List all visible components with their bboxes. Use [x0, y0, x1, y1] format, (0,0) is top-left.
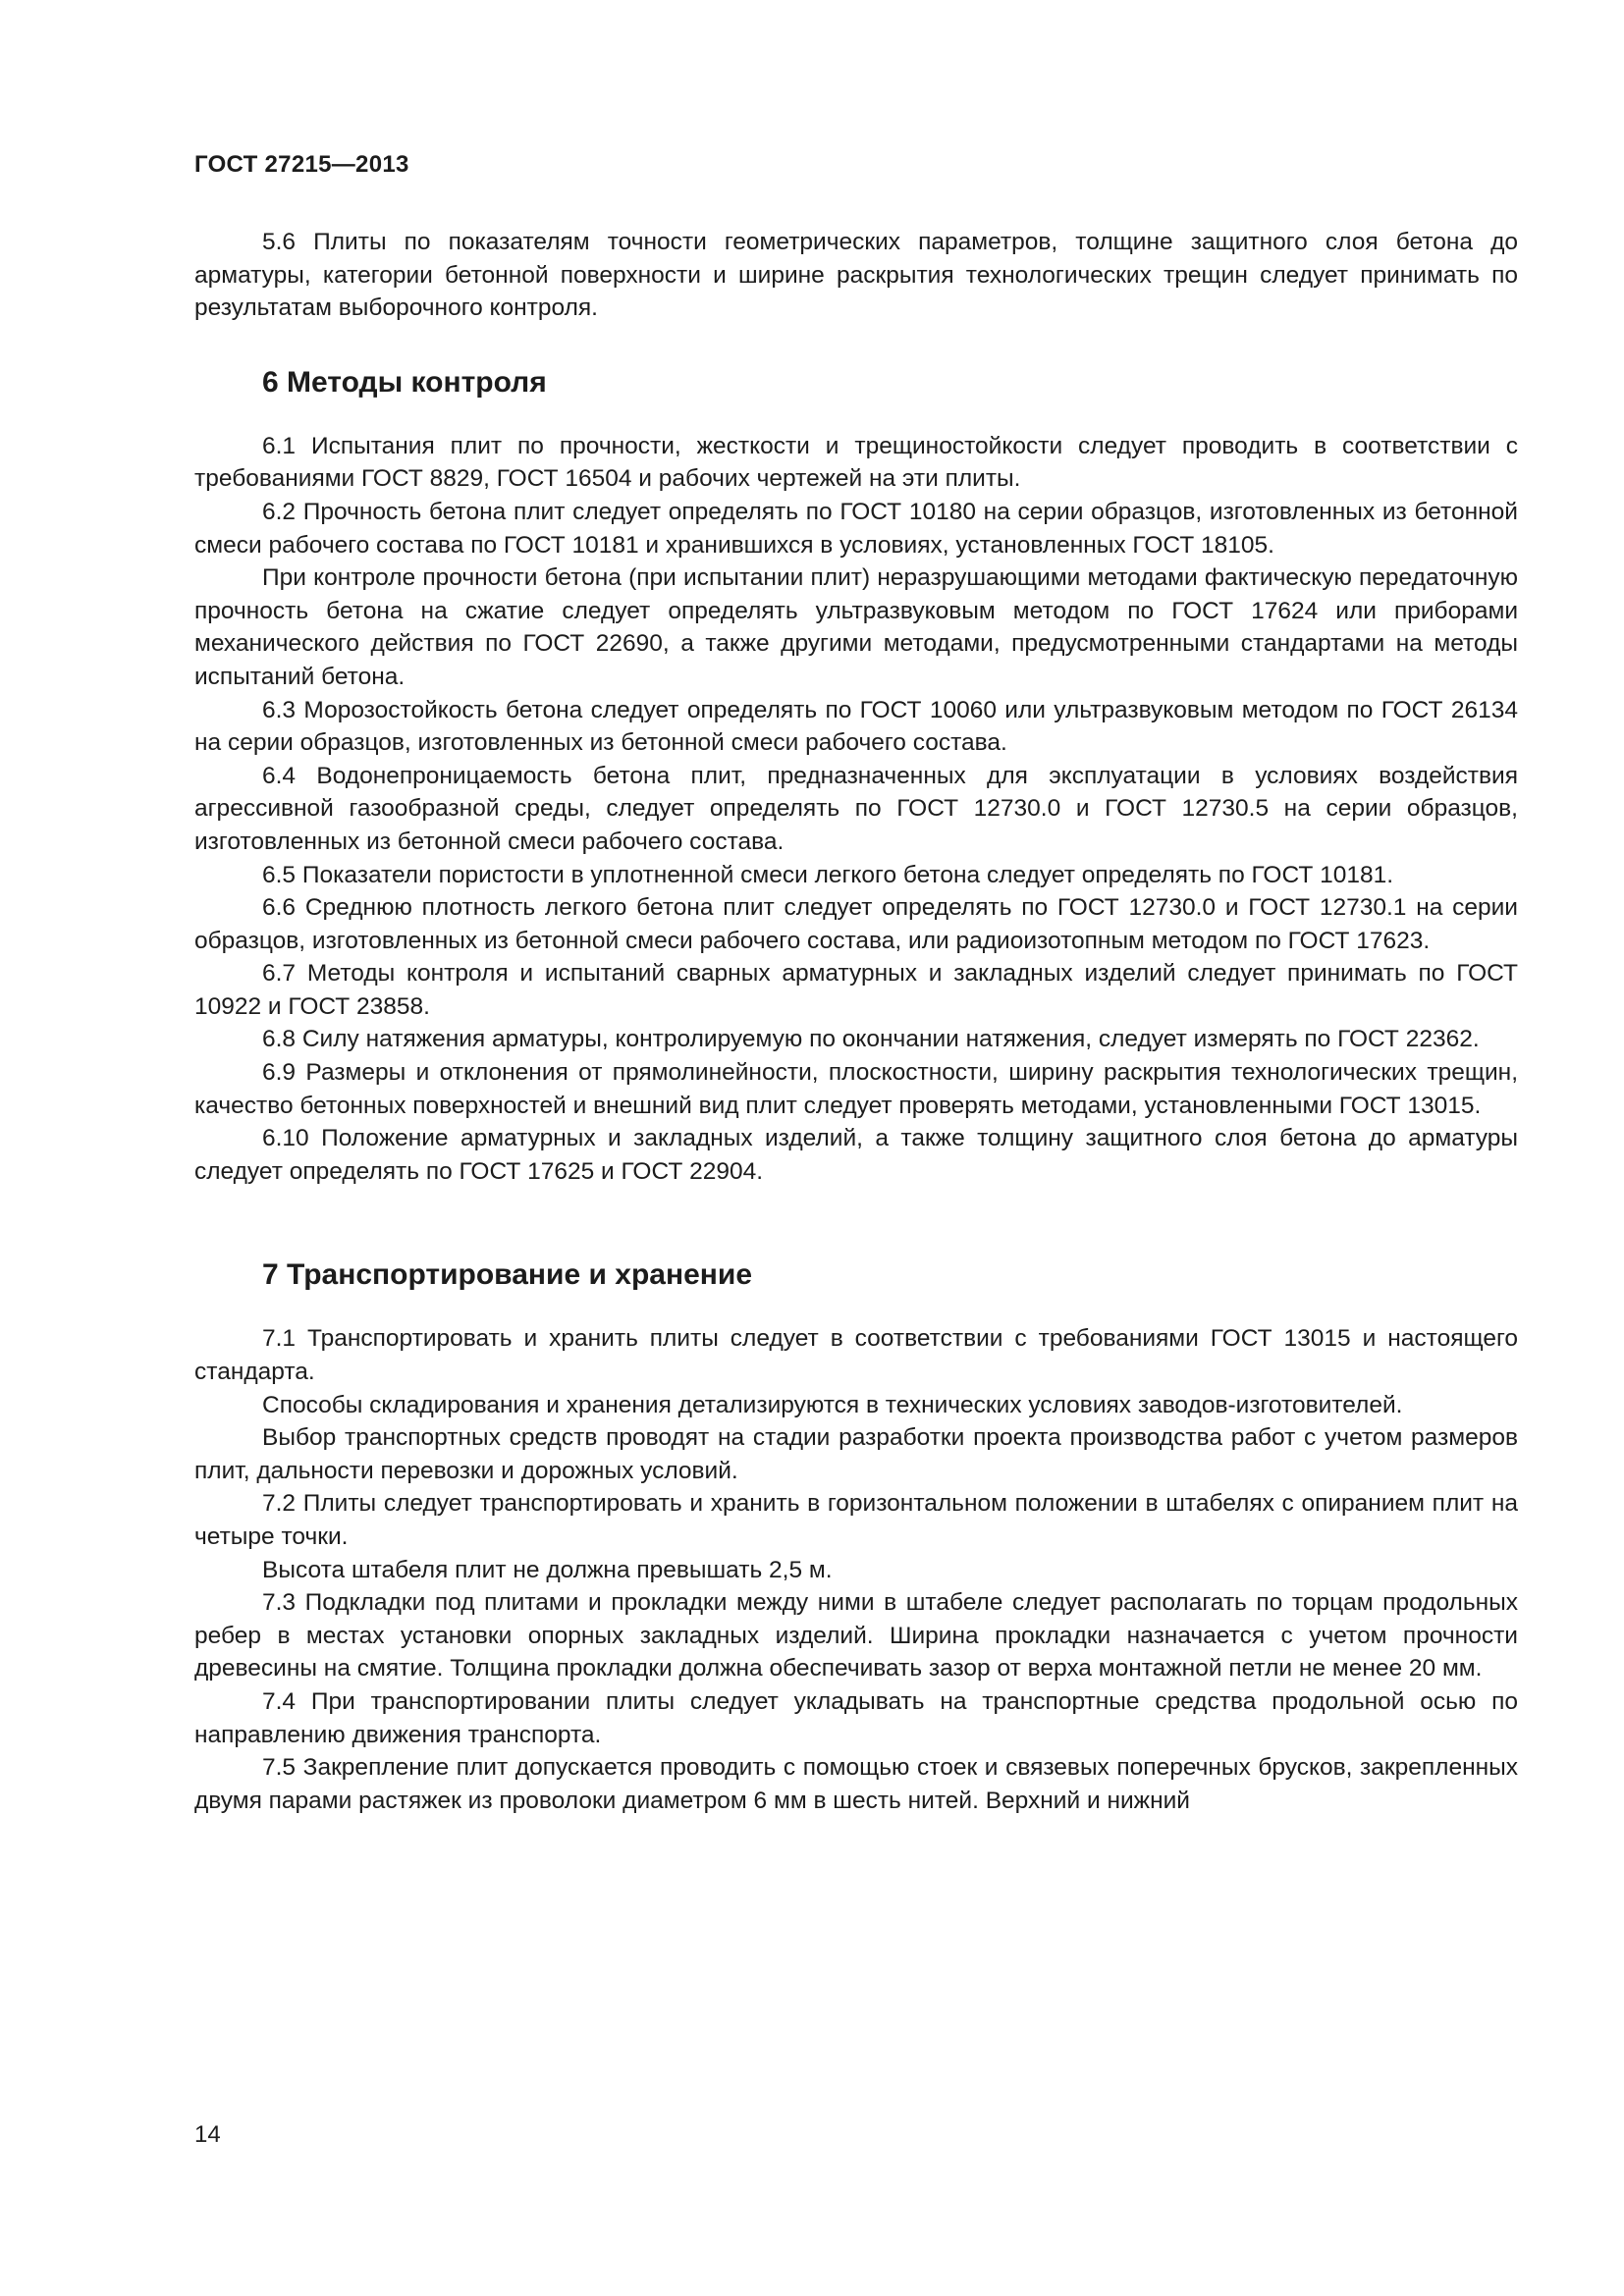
- paragraph-6-3: 6.3 Морозостойкость бетона следует определять по ГОСТ 10060 или ультразвуковым методом по ГОСТ 26134 на серии образцов, изготовленных из бетонной смеси рабочего состава.: [194, 696, 1518, 757]
- paragraph-6-6: 6.6 Среднюю плотность легкого бетона плит следует определять по ГОСТ 12730.0 и ГОСТ 12730.1 на серии образцов, изготовленных из бетонной смеси рабочего состава, или радиоизотопным методом по ГОСТ 17623.: [194, 894, 1518, 954]
- paragraph-7-1-transport: Выбор транспортных средств проводят на стадии разработки проекта производства работ с учетом размеров плит, дальности перевозки и дорожных условий.: [194, 1424, 1518, 1484]
- paragraph-6-7: 6.7 Методы контроля и испытаний сварных арматурных и закладных изделий следует принимать по ГОСТ 10922 и ГОСТ 23858.: [194, 960, 1518, 1020]
- paragraph-7-1-storage: Способы складирования и хранения детализируются в технических условиях заводов-изготовителей.: [262, 1391, 1403, 1418]
- paragraph-5-6: 5.6 Плиты по показателям точности геометрических параметров, толщине защитного слоя бетона до арматуры, категории бетонной поверхности и ширине раскрытия технологических трещин следует принимать по результатам выборочного контроля.: [194, 229, 1518, 322]
- section-6-heading: 6 Методы контроля: [262, 365, 547, 399]
- paragraph-7-2: 7.2 Плиты следует транспортировать и хранить в горизонтальном положении в штабелях с опиранием плит на четыре точки.: [194, 1490, 1518, 1550]
- paragraph-7-1: 7.1 Транспортировать и хранить плиты следует в соответствии с требованиями ГОСТ 13015 и настоящего стандарта.: [194, 1325, 1518, 1386]
- paragraph-6-1: 6.1 Испытания плит по прочности, жесткости и трещиностойкости следует проводить в соответствии с требованиями ГОСТ 8829, ГОСТ 16504 и рабочих чертежей на эти плиты.: [194, 432, 1518, 493]
- paragraph-6-5: 6.5 Показатели пористости в уплотненной смеси легкого бетона следует определять по ГОСТ 10181.: [262, 861, 1394, 888]
- paragraph-6-8: 6.8 Силу натяжения арматуры, контролируемую по окончании натяжения, следует измерять по ГОСТ 22362.: [262, 1026, 1480, 1053]
- paragraph-7-2-stack-height: Высота штабеля плит не должна превышать 2,5 м.: [262, 1556, 833, 1583]
- document-body: [194, 226, 1518, 1817]
- paragraph-6-2: 6.2 Прочность бетона плит следует определять по ГОСТ 10180 на серии образцов, изготовленных из бетонной смеси рабочего состава по ГОСТ 10181 и хранившихся в условиях, установленных ГОСТ 18105.: [194, 498, 1518, 559]
- paragraph-6-2-continued: При контроле прочности бетона (при испытании плит) неразрушающими методами фактическую передаточную прочность бетона на сжатие следует определять ультразвуковым методом по ГОСТ 17624 или приборами механического действия по ГОСТ 22690, а также другими методами, предусмотренными стандартами на методы испытаний бетона.: [194, 564, 1518, 690]
- paragraph-6-9: 6.9 Размеры и отклонения от прямолинейности, плоскостности, ширину раскрытия технологических трещин, качество бетонных поверхностей и внешний вид плит следует проверять методами, установленными ГОСТ 13015.: [194, 1059, 1518, 1119]
- section-7-heading: 7 Транспортирование и хранение: [262, 1258, 753, 1292]
- paragraph-7-4: 7.4 При транспортировании плиты следует укладывать на транспортные средства продольной осью по направлению движения транспорта.: [194, 1687, 1518, 1748]
- paragraph-6-4: 6.4 Водонепроницаемость бетона плит, предназначенных для эксплуатации в условиях воздействия агрессивной газообразной среды, следует определять по ГОСТ 12730.0 и ГОСТ 12730.5 на серии образцов, изготовленных из бетонной смеси рабочего состава.: [194, 762, 1518, 855]
- paragraph-7-5: 7.5 Закрепление плит допускается проводить с помощью стоек и связевых поперечных брусков, закрепленных двумя парами растяжек из проволоки диаметром 6 мм в шесть нитей. Верхний и нижний: [194, 1754, 1518, 1814]
- paragraph-7-3: 7.3 Подкладки под плитами и прокладки между ними в штабеле следует располагать по торцам продольных ребер в местах установки опорных закладных изделий. Ширина прокладки назначается с учетом прочности древесины на смятие. Толщина прокладки должна обеспечивать зазор от верха монтажной петли не менее 20 мм.: [194, 1589, 1518, 1682]
- paragraph-6-10: 6.10 Положение арматурных и закладных изделий, а также толщину защитного слоя бетона до арматуры следует определять по ГОСТ 17625 и ГОСТ 22904.: [194, 1125, 1518, 1185]
- page-number: 14: [194, 2121, 221, 2148]
- document-header: ГОСТ 27215—2013: [194, 151, 409, 178]
